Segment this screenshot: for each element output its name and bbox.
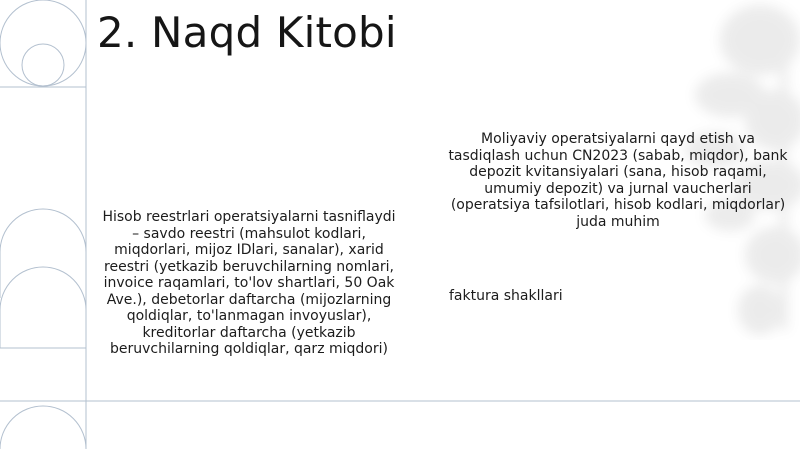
left-column-text: Hisob reestrlari operatsiyalarni tasniflaydi – savdo reestri (mahsulot kodlari, miqdorlari, mijoz IDlari, sanalar), xarid reestri (yetkazib beruvchilarning nomlari, invoice raqamlari, to'lov shartlari, 50 Oak Ave.), debetorlar daftarcha (mijozlarning qoldiqlar, to'lanmagan invoyuslar), kreditorlar daftarcha (yetkazib beruvchilarning qoldiqlar, qarz miqdori): [102, 209, 396, 357]
slide-title: 2. Naqd Kitobi: [97, 8, 397, 57]
right-column-subtext: faktura shakllari: [449, 288, 563, 304]
right-column-text: Moliyaviy operatsiyalarni qayd etish va tasdiqlash uchun CN2023 (sabab, miqdor), bank depozit kvitansiyalari (sana, hisob raqami, umumiy depozit) va jurnal vaucherlari (operatsiya tafsilotlari, hisob kodlari, miqdorlar) juda muhim: [448, 131, 788, 230]
